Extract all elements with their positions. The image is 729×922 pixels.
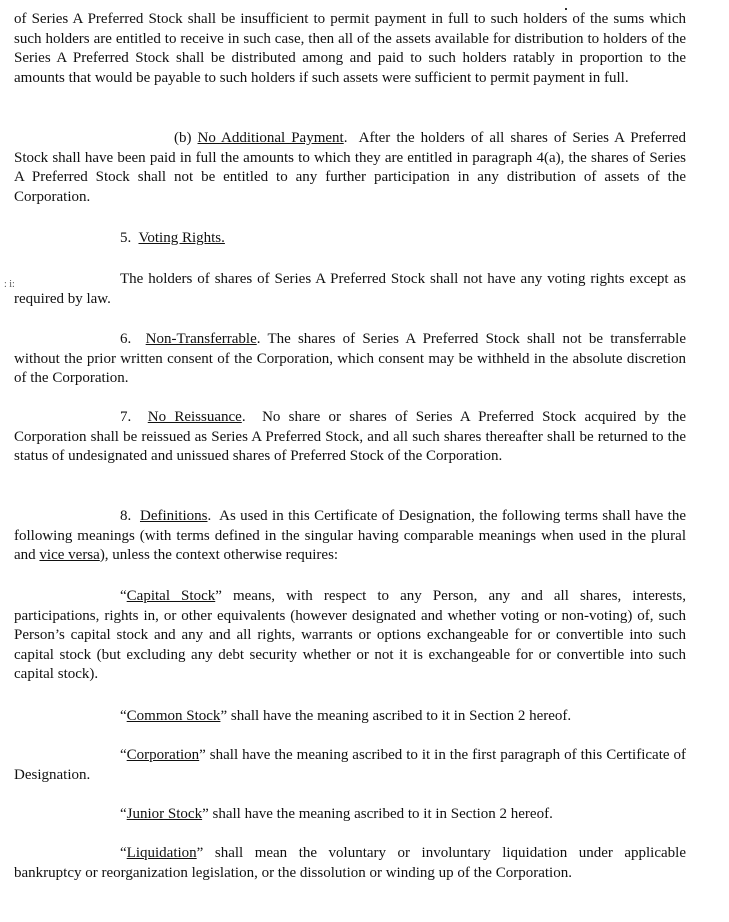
definition-liquidation	[14, 844, 686, 883]
section-text: The shares of Series A Preferred Stock shall not be transferrable without the prior written consent of the Corporation, which consent may be withheld in the absolute discretion of the Corporation.	[14, 331, 686, 386]
definition-capital-stock	[14, 587, 686, 685]
section-7	[14, 408, 686, 467]
quote: “	[120, 588, 127, 604]
vice-versa: vice versa	[39, 547, 100, 563]
punctuation: .	[241, 409, 246, 425]
section-title: Definitions	[139, 508, 208, 524]
section-number: 8.	[120, 508, 132, 524]
definition-text: shall mean the voluntary or involuntary liquidation under applicable bankruptcy or reorganization legislation, or the dissolution or winding up of the Corporation.	[14, 845, 686, 881]
definition-text: shall have the meaning ascribed to it in the first paragraph of this Certificate of Designation.	[14, 747, 686, 783]
quote: ”	[196, 845, 204, 861]
defined-term: Junior Stock	[126, 806, 203, 822]
quote: ”	[215, 588, 222, 604]
section-text: As used in this Certificate of Designation, the following terms shall have the following meanings (with terms defined in the singular having comparable meanings when used in the plural and	[14, 508, 686, 563]
section-5-heading	[120, 229, 225, 249]
definition-text: means, with respect to any Person, any and all shares, interests, participations, rights in, or other equivalents (however designated and whether voting or non-voting) of, such Person’s capital stock and any and all rights, warrants or options exchangeable for or convertible into such capital stock (but excluding any debt security whether or not it is exchangeable for or convertible into such capital stock).	[14, 588, 686, 682]
quote: “	[120, 747, 127, 763]
definition-text: shall have the meaning ascribed to it in Section 2 hereof.	[227, 708, 572, 724]
quote: ”	[202, 806, 209, 822]
definition-common-stock	[14, 707, 686, 727]
quote: “	[120, 708, 127, 724]
section-number: 7.	[120, 409, 132, 425]
paragraph-4b	[14, 129, 686, 207]
punctuation: .	[256, 331, 261, 347]
paragraph-liquidation-continued: of Series A Preferred Stock shall be insufficient to permit payment in full to such holders of the sums which such holders are entitled to receive in such case, then all of the assets available for distribution to holders of the Series A Preferred Stock shall be distributed among and paid to such holders ratably in proportion to the amounts that would be payable to such holders if such assets were sufficient to permit payment in full.	[14, 11, 686, 86]
paragraph-4b-text: After the holders of all shares of Series A Preferred Stock shall have been paid in full the amounts to which they are entitled in paragraph 4(a), the shares of Series A Preferred Stock shall not be entitled to any further participation in any distribution of assets of the Corporation.	[14, 130, 686, 205]
scan-speck	[565, 8, 567, 10]
punctuation: .	[207, 508, 212, 524]
defined-term: Common Stock	[126, 708, 221, 724]
quote: “	[120, 845, 127, 861]
definition-text: shall have the meaning ascribed to it in Section 2 hereof.	[208, 806, 553, 822]
section-title: No Reissuance	[147, 409, 242, 425]
section-text-end: ), unless the context otherwise requires:	[99, 547, 339, 563]
section-8	[14, 507, 686, 566]
paragraph-4b-title: No Additional Payment	[197, 130, 344, 146]
section-5-text: The holders of shares of Series A Preferred Stock shall not have any voting rights except as required by law.	[14, 271, 686, 307]
section-text: No share or shares of Series A Preferred Stock acquired by the Corporation shall be reissued as Series A Preferred Stock, and all such shares thereafter shall be returned to the status of undesignated and unissued shares of Preferred Stock of the Corporation.	[14, 409, 687, 464]
quote: ”	[199, 747, 206, 763]
quote: “	[120, 806, 127, 822]
section-number: 5.	[120, 230, 132, 246]
section-title: Non-Transferrable	[145, 331, 257, 347]
defined-term: Corporation	[126, 747, 200, 763]
paragraph-4b-label: (b)	[174, 130, 192, 146]
quote: ”	[220, 708, 228, 724]
defined-term: Liquidation	[126, 845, 197, 861]
section-number: 6.	[120, 331, 132, 347]
definition-corporation	[14, 746, 686, 785]
margin-mark: : i:	[4, 279, 15, 290]
punctuation: .	[343, 130, 348, 146]
definition-junior-stock	[14, 805, 686, 825]
section-title: Voting Rights.	[138, 230, 225, 246]
defined-term: Capital Stock	[126, 588, 216, 604]
section-6	[14, 330, 686, 389]
